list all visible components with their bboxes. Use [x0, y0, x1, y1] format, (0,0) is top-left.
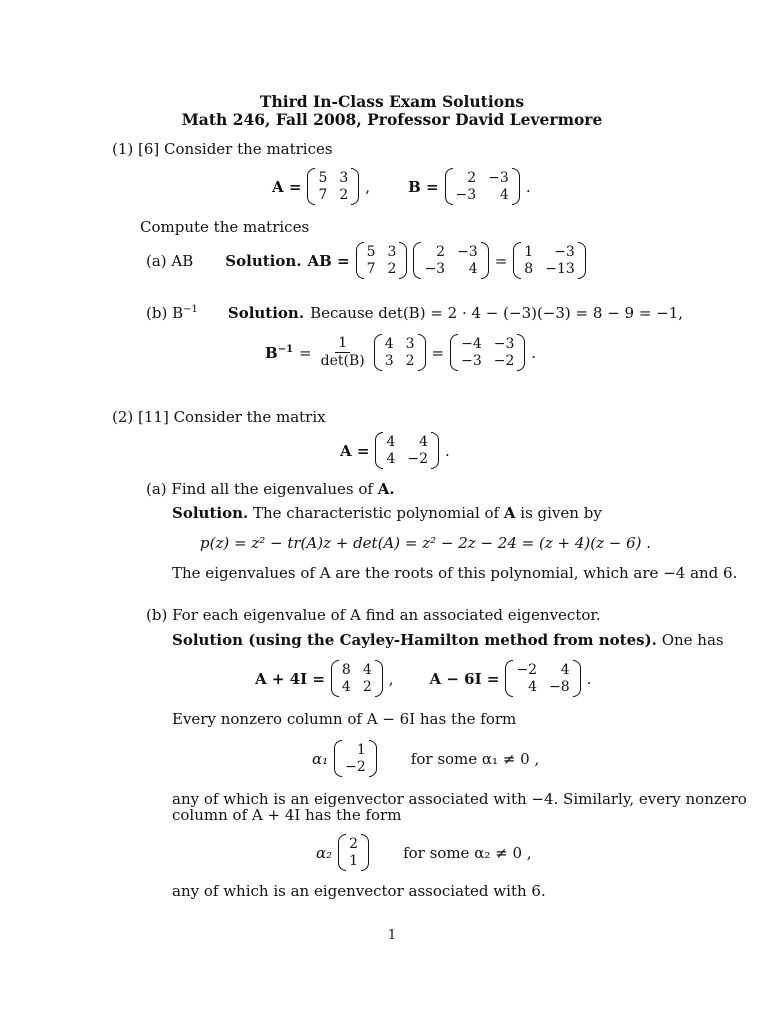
column-text-1: Every nonzero column of A − 6I has the form: [172, 710, 517, 728]
eigenvector-2: [316, 834, 532, 871]
matrix-cell: 4: [528, 679, 538, 695]
matrix-cell: −2: [407, 451, 428, 467]
B-label: B =: [408, 177, 439, 196]
condition-2: for some α₂ ≠ 0 ,: [403, 843, 532, 862]
part-1b: [146, 304, 683, 322]
vector-cell: 1: [356, 742, 366, 758]
A-label: A =: [340, 441, 370, 460]
matrix-cell: −3: [457, 244, 478, 260]
period: .: [525, 177, 531, 196]
problem-1-intro: (1) [6] Consider the matrices: [112, 140, 333, 158]
B-inverse-equation: [265, 334, 536, 371]
period: .: [445, 441, 450, 460]
cayley-matrices: [255, 660, 592, 697]
eigenvalues-text: The eigenvalues of A are the roots of this polynomial, which are −4 and 6.: [172, 564, 738, 582]
matrix-cell: 3: [405, 336, 415, 352]
vector-1: [334, 740, 377, 777]
matrix-cell: −3: [455, 187, 477, 203]
part-2b-solution: Solution (using the Cayley-Hamilton method from notes). One has: [172, 631, 724, 649]
matrix-cell: −3: [488, 170, 509, 186]
matrix-cell: −3: [493, 336, 515, 352]
equals: =: [299, 343, 312, 362]
matrix-cell: 8: [524, 261, 534, 277]
comma: ,: [365, 177, 371, 196]
matrix-cell: −2: [493, 353, 515, 369]
matrix-A: [307, 168, 359, 205]
part-2a-label: (a) Find all the eigenvalues of A.: [146, 480, 395, 498]
matrix-A-repeat: [356, 242, 408, 279]
matrix-cell: −13: [545, 261, 575, 277]
problem-2-intro: (2) [11] Consider the matrix: [112, 408, 326, 426]
part-1a-label: (a) AB: [146, 251, 194, 270]
compute-text: Compute the matrices: [140, 218, 310, 236]
matrix-cell: 3: [387, 244, 397, 260]
vector-cell: 1: [349, 853, 359, 869]
matrix-Am6: [505, 660, 580, 697]
condition-1: for some α₁ ≠ 0 ,: [410, 749, 540, 768]
vector-cell: −2: [345, 759, 366, 775]
matrix-cell: 2: [339, 187, 349, 203]
numerator: 1: [335, 335, 350, 353]
assoc-text-1b: column of A + 4I has the form: [172, 806, 402, 824]
part-2a-solution: Solution. The characteristic polynomial of A is given by: [172, 504, 602, 522]
matrix-cell: −2: [516, 662, 538, 678]
matrix-cell: 2: [405, 353, 415, 369]
matrix-cell: 4: [362, 662, 372, 678]
matrix-cell: 4: [386, 451, 396, 467]
matrix-cell: 4: [499, 187, 509, 203]
matrix-cell: 2: [436, 244, 446, 260]
vector-cell: 2: [349, 836, 359, 852]
matrix-cell: −3: [461, 353, 482, 369]
matrix-cell: 5: [318, 170, 328, 186]
matrix-cell: 8: [341, 662, 351, 678]
matrix-cell: −3: [424, 261, 446, 277]
matrix-adj: [374, 334, 426, 371]
fraction: [321, 335, 365, 370]
matrix-cell: −4: [461, 336, 482, 352]
page-number: 1: [387, 928, 397, 943]
denominator: det(B): [320, 353, 365, 369]
matrix-cell: 2: [467, 170, 477, 186]
det-text: Because det(B) = 2 · 4 − (−3)(−3) = 8 − 9 = −1,: [310, 304, 684, 322]
matrix-cell: 2: [362, 679, 372, 695]
matrix-cell: 2: [387, 261, 397, 277]
eigenvector-1: [312, 740, 539, 777]
assoc-text-2: any of which is an eigenvector associated with 6.: [172, 882, 546, 900]
matrix-cell: 3: [384, 353, 394, 369]
comma: ,: [388, 669, 394, 688]
matrix-cell: −3: [554, 244, 575, 260]
characteristic-polynomial: p(z) = z² − tr(A)z + det(A) = z² − 2z − 24 = (z + 4)(z − 6) .: [200, 534, 652, 552]
Binv-label: $B^{-1}$: [265, 343, 294, 362]
part-1b-label: (b) $B^{-1}$: [146, 304, 198, 322]
matrix-cell: 4: [419, 434, 428, 450]
solution-label: Solution.: [227, 304, 305, 322]
matrix-B: [445, 168, 520, 205]
matrix-cell: 1: [524, 244, 534, 260]
part-1a: (a) AB Solution. AB = 5 3 7 2 2 −3 −3 4 = 1 −3 8 −13: [146, 242, 586, 279]
period: .: [586, 669, 592, 688]
matrix-cell: 4: [384, 336, 394, 352]
Am6-label: A − 6I =: [429, 669, 500, 688]
part-2b-label: (b) For each eigenvalue of A find an associated eigenvector.: [146, 606, 601, 624]
solution-label: Solution.: [225, 251, 302, 270]
assoc-text-1a: any of which is an eigenvector associated with −4. Similarly, every nonzero: [172, 790, 747, 808]
matrix-A2-eq: [340, 432, 450, 469]
matrix-cell: 4: [386, 434, 396, 450]
matrix-cell: 7: [318, 187, 328, 203]
matrices-A-B: [272, 168, 531, 205]
matrix-A2: [375, 432, 439, 469]
alpha-2: α₂: [316, 843, 333, 862]
title-line-2: Math 246, Fall 2008, Professor David Levermore: [181, 110, 603, 129]
matrix-cell: 4: [560, 662, 570, 678]
matrix-AB: [513, 242, 585, 279]
matrix-cell: 4: [468, 261, 478, 277]
alpha-1: α₁: [312, 749, 329, 768]
matrix-B-repeat: [413, 242, 488, 279]
A-label: A =: [272, 177, 302, 196]
AB-label: AB =: [307, 251, 350, 270]
matrix-cell: 4: [341, 679, 351, 695]
equals: =: [431, 343, 445, 362]
title-line-1: Third In-Class Exam Solutions: [259, 92, 525, 111]
matrix-cell: −8: [549, 679, 570, 695]
matrix-cell: 3: [339, 170, 349, 186]
matrix-Binv: [450, 334, 525, 371]
matrix-cell: 5: [366, 244, 376, 260]
period: .: [531, 343, 537, 362]
Ap4-label: A + 4I =: [255, 669, 325, 688]
matrix-cell: 7: [366, 261, 376, 277]
matrix-Ap4: [331, 660, 383, 697]
vector-2: [338, 834, 369, 871]
